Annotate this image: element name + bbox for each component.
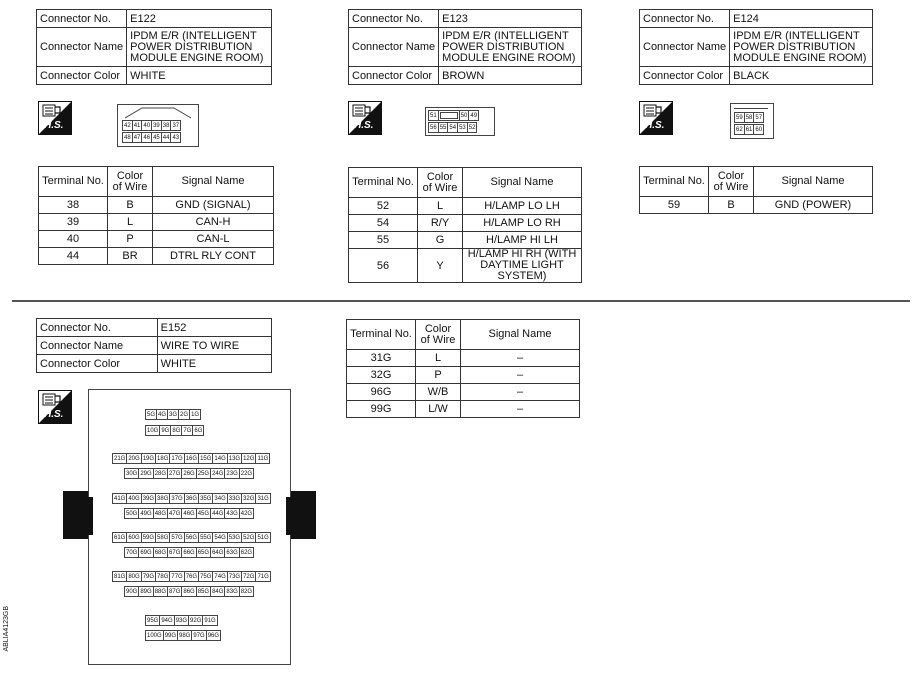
wire-color-cell: P bbox=[416, 367, 461, 384]
pin: 51G bbox=[255, 532, 270, 543]
label-connector-name: Connector Name bbox=[37, 337, 158, 355]
pin: 60G bbox=[126, 532, 141, 543]
connector-name-value: WIRE TO WIRE bbox=[157, 337, 271, 355]
signal-name-cell: – bbox=[461, 384, 580, 401]
pin: 39G bbox=[141, 493, 156, 504]
pin: 20G bbox=[126, 453, 141, 464]
header-color-of-wire: Color of Wire bbox=[108, 167, 153, 197]
table-row bbox=[39, 248, 274, 265]
terminal-no-cell: 55 bbox=[349, 232, 418, 249]
pin: 10G bbox=[145, 425, 160, 436]
pin-row-bottom bbox=[429, 122, 477, 133]
terminal-no-cell: 96G bbox=[347, 384, 416, 401]
pin: 43G bbox=[224, 508, 239, 519]
hs-icon bbox=[38, 101, 72, 140]
pin: 97G bbox=[191, 630, 206, 641]
table-row bbox=[349, 249, 582, 283]
pin: 13G bbox=[227, 453, 242, 464]
label-connector-no: Connector No. bbox=[37, 319, 158, 337]
pin: 47G bbox=[167, 508, 182, 519]
pin-row bbox=[113, 571, 271, 582]
connector-name-value: IPDM E/R (INTELLIGENT POWER DISTRIBUTION MODULE ENGINE ROOM) bbox=[439, 28, 582, 67]
pin: 52 bbox=[467, 122, 478, 133]
pin-row-top bbox=[735, 112, 764, 123]
pin: 33G bbox=[227, 493, 242, 504]
terminal-no-cell: 59 bbox=[640, 197, 709, 214]
terminal-no-cell: 40 bbox=[39, 231, 108, 248]
signal-name-cell: H/LAMP HI LH bbox=[463, 232, 582, 249]
connector-face-e152 bbox=[63, 389, 316, 665]
section-divider bbox=[12, 300, 910, 302]
pin: 45 bbox=[151, 132, 162, 143]
pin: 58 bbox=[744, 112, 755, 123]
pin: 57 bbox=[753, 112, 764, 123]
pin: 91G bbox=[202, 615, 217, 626]
terminal-table-e123 bbox=[348, 167, 582, 283]
wire-color-cell: L bbox=[418, 198, 463, 215]
pin: 77G bbox=[169, 571, 184, 582]
pin-key bbox=[438, 110, 460, 121]
pin: 43 bbox=[170, 132, 181, 143]
pin: 52G bbox=[241, 532, 256, 543]
pin: 54 bbox=[447, 122, 458, 133]
pin-row bbox=[125, 508, 254, 519]
table-row bbox=[349, 215, 582, 232]
terminal-table-e124 bbox=[639, 166, 873, 214]
signal-name-cell: – bbox=[461, 367, 580, 384]
pin: 18G bbox=[155, 453, 170, 464]
pin: 59G bbox=[141, 532, 156, 543]
connector-info-e122 bbox=[36, 9, 272, 85]
signal-name-cell: H/LAMP LO LH bbox=[463, 198, 582, 215]
pin: 4G bbox=[156, 409, 168, 420]
pin: 66G bbox=[181, 547, 196, 558]
pin: 72G bbox=[241, 571, 256, 582]
signal-name-cell: H/LAMP LO RH bbox=[463, 215, 582, 232]
pin: 40 bbox=[141, 120, 152, 131]
connector-face-e122 bbox=[117, 104, 199, 147]
pin: 14G bbox=[212, 453, 227, 464]
pin: 36G bbox=[184, 493, 199, 504]
header-signal-name: Signal Name bbox=[463, 168, 582, 198]
connector-color-value: WHITE bbox=[157, 355, 271, 373]
pin: 32G bbox=[241, 493, 256, 504]
pin: 53 bbox=[457, 122, 468, 133]
table-row bbox=[39, 197, 274, 214]
label-connector-name: Connector Name bbox=[640, 28, 730, 67]
pin: 2G bbox=[178, 409, 190, 420]
pin: 71G bbox=[255, 571, 270, 582]
pin: 30G bbox=[124, 468, 139, 479]
pin: 38 bbox=[161, 120, 172, 131]
pin: 23G bbox=[224, 468, 239, 479]
pin: 27G bbox=[167, 468, 182, 479]
connector-face-e123 bbox=[425, 107, 495, 136]
pin: 90G bbox=[124, 586, 139, 597]
pin: 12G bbox=[241, 453, 256, 464]
terminal-table-e122 bbox=[38, 166, 274, 265]
connector-name-value: IPDM E/R (INTELLIGENT POWER DISTRIBUTION MODULE ENGINE ROOM) bbox=[730, 28, 873, 67]
pin: 93G bbox=[174, 615, 189, 626]
pin: 41 bbox=[132, 120, 143, 131]
label-connector-color: Connector Color bbox=[37, 67, 127, 85]
pin-row-top bbox=[123, 120, 181, 131]
hs-icon bbox=[348, 101, 382, 140]
pin: 74G bbox=[212, 571, 227, 582]
connector-face-e124 bbox=[730, 103, 774, 139]
pin: 38G bbox=[155, 493, 170, 504]
pin: 79G bbox=[141, 571, 156, 582]
pin: 41G bbox=[112, 493, 127, 504]
pin: 39 bbox=[151, 120, 162, 131]
pin: 21G bbox=[112, 453, 127, 464]
table-row bbox=[347, 401, 580, 418]
pin: 22G bbox=[239, 468, 254, 479]
table-row bbox=[347, 384, 580, 401]
pin: 69G bbox=[138, 547, 153, 558]
pin: 34G bbox=[212, 493, 227, 504]
connector-no-value: E152 bbox=[157, 319, 271, 337]
label-connector-no: Connector No. bbox=[37, 10, 127, 28]
pin: 86G bbox=[181, 586, 196, 597]
pin: 35G bbox=[198, 493, 213, 504]
table-row bbox=[349, 232, 582, 249]
hs-label: H.S. bbox=[645, 120, 665, 131]
pin: 3G bbox=[167, 409, 179, 420]
connector-name-value: IPDM E/R (INTELLIGENT POWER DISTRIBUTION MODULE ENGINE ROOM) bbox=[127, 28, 272, 67]
pin: 88G bbox=[153, 586, 168, 597]
pin: 44G bbox=[210, 508, 225, 519]
pin: 45G bbox=[196, 508, 211, 519]
pin: 50 bbox=[459, 110, 470, 121]
pin: 61 bbox=[744, 124, 755, 135]
pin: 28G bbox=[153, 468, 168, 479]
label-connector-name: Connector Name bbox=[37, 28, 127, 67]
label-connector-color: Connector Color bbox=[640, 67, 730, 85]
pin: 59 bbox=[734, 112, 745, 123]
header-terminal-no: Terminal No. bbox=[39, 167, 108, 197]
wire-color-cell: P bbox=[108, 231, 153, 248]
pin-row bbox=[146, 615, 218, 626]
table-row bbox=[349, 198, 582, 215]
pin: 50G bbox=[124, 508, 139, 519]
hs-icon bbox=[639, 101, 673, 140]
pin-row-bottom bbox=[735, 124, 764, 135]
pin: 98G bbox=[177, 630, 192, 641]
terminal-no-cell: 99G bbox=[347, 401, 416, 418]
connector-no-value: E123 bbox=[439, 10, 582, 28]
connector-color-value: BLACK bbox=[730, 67, 873, 85]
pin-row bbox=[125, 468, 254, 479]
pin: 15G bbox=[198, 453, 213, 464]
header-terminal-no: Terminal No. bbox=[347, 320, 416, 350]
pin: 42G bbox=[239, 508, 254, 519]
pin-row bbox=[146, 409, 201, 420]
pin-row bbox=[113, 532, 271, 543]
pin: 63G bbox=[224, 547, 239, 558]
pin: 99G bbox=[163, 630, 178, 641]
table-row bbox=[640, 197, 873, 214]
pin: 49 bbox=[468, 110, 479, 121]
signal-name-cell: – bbox=[461, 350, 580, 367]
pin: 67G bbox=[167, 547, 182, 558]
wire-color-cell: L/W bbox=[416, 401, 461, 418]
header-signal-name: Signal Name bbox=[461, 320, 580, 350]
header-signal-name: Signal Name bbox=[754, 167, 873, 197]
pin: 16G bbox=[184, 453, 199, 464]
pin: 92G bbox=[188, 615, 203, 626]
pin: 100G bbox=[145, 630, 164, 641]
pin: 89G bbox=[138, 586, 153, 597]
header-color-of-wire: Color of Wire bbox=[709, 167, 754, 197]
connector-no-value: E124 bbox=[730, 10, 873, 28]
pin: 42 bbox=[122, 120, 133, 131]
signal-name-cell: DTRL RLY CONT bbox=[153, 248, 274, 265]
pin: 85G bbox=[196, 586, 211, 597]
table-row bbox=[347, 367, 580, 384]
terminal-table-e152 bbox=[346, 319, 580, 418]
pin: 25G bbox=[196, 468, 211, 479]
pin: 68G bbox=[153, 547, 168, 558]
pin: 73G bbox=[227, 571, 242, 582]
pin: 80G bbox=[126, 571, 141, 582]
connector-info-e124 bbox=[639, 9, 873, 85]
figure-code: ABLIA4123GB bbox=[3, 606, 10, 652]
pin: 95G bbox=[145, 615, 160, 626]
connector-no-value: E122 bbox=[127, 10, 272, 28]
pin-row-top bbox=[429, 110, 479, 121]
signal-name-cell: – bbox=[461, 401, 580, 418]
connector-info-e123 bbox=[348, 9, 582, 85]
pin: 8G bbox=[170, 425, 182, 436]
wire-color-cell: L bbox=[108, 214, 153, 231]
wire-color-cell: B bbox=[709, 197, 754, 214]
pin: 11G bbox=[255, 453, 270, 464]
pin: 56G bbox=[184, 532, 199, 543]
pin: 55 bbox=[438, 122, 449, 133]
pin-row-bottom bbox=[123, 132, 181, 143]
hs-label: H.S. bbox=[44, 409, 64, 420]
pin: 61G bbox=[112, 532, 127, 543]
wire-color-cell: G bbox=[418, 232, 463, 249]
pin: 44 bbox=[161, 132, 172, 143]
terminal-no-cell: 54 bbox=[349, 215, 418, 232]
pin: 84G bbox=[210, 586, 225, 597]
pin: 26G bbox=[181, 468, 196, 479]
pin: 5G bbox=[145, 409, 157, 420]
pin: 19G bbox=[141, 453, 156, 464]
table-row bbox=[39, 231, 274, 248]
label-connector-name: Connector Name bbox=[349, 28, 439, 67]
hs-label: H.S. bbox=[44, 120, 64, 131]
pin: 83G bbox=[224, 586, 239, 597]
pin: 60 bbox=[753, 124, 764, 135]
pin: 31G bbox=[255, 493, 270, 504]
terminal-no-cell: 38 bbox=[39, 197, 108, 214]
pin: 37G bbox=[169, 493, 184, 504]
signal-name-cell: GND (POWER) bbox=[754, 197, 873, 214]
pin: 96G bbox=[206, 630, 221, 641]
signal-name-cell: CAN-L bbox=[153, 231, 274, 248]
pin: 48G bbox=[153, 508, 168, 519]
terminal-no-cell: 56 bbox=[349, 249, 418, 283]
terminal-no-cell: 52 bbox=[349, 198, 418, 215]
pin: 76G bbox=[184, 571, 199, 582]
pin: 24G bbox=[210, 468, 225, 479]
wire-color-cell: L bbox=[416, 350, 461, 367]
pin: 6G bbox=[192, 425, 204, 436]
table-row bbox=[39, 214, 274, 231]
terminal-no-cell: 39 bbox=[39, 214, 108, 231]
pin-row bbox=[113, 493, 271, 504]
wire-color-cell: W/B bbox=[416, 384, 461, 401]
signal-name-cell: H/LAMP HI RH (WITH DAYTIME LIGHT SYSTEM) bbox=[463, 249, 582, 283]
terminal-no-cell: 44 bbox=[39, 248, 108, 265]
wire-color-cell: B bbox=[108, 197, 153, 214]
wire-color-cell: Y bbox=[418, 249, 463, 283]
pin: 17G bbox=[169, 453, 184, 464]
label-connector-color: Connector Color bbox=[37, 355, 158, 373]
pin: 75G bbox=[198, 571, 213, 582]
pin: 78G bbox=[155, 571, 170, 582]
pin: 54G bbox=[212, 532, 227, 543]
pin-row bbox=[113, 453, 270, 464]
label-connector-no: Connector No. bbox=[640, 10, 730, 28]
header-terminal-no: Terminal No. bbox=[640, 167, 709, 197]
pin: 81G bbox=[112, 571, 127, 582]
pin-row bbox=[146, 630, 221, 641]
wire-color-cell: BR bbox=[108, 248, 153, 265]
header-terminal-no: Terminal No. bbox=[349, 168, 418, 198]
header-color-of-wire: Color of Wire bbox=[418, 168, 463, 198]
pin: 47 bbox=[132, 132, 143, 143]
signal-name-cell: CAN-H bbox=[153, 214, 274, 231]
pin: 62 bbox=[734, 124, 745, 135]
pin: 29G bbox=[138, 468, 153, 479]
pin: 57G bbox=[169, 532, 184, 543]
terminal-no-cell: 31G bbox=[347, 350, 416, 367]
label-connector-color: Connector Color bbox=[349, 67, 439, 85]
pin: 94G bbox=[159, 615, 174, 626]
pin: 51 bbox=[428, 110, 439, 121]
pin: 53G bbox=[227, 532, 242, 543]
hs-label: H.S. bbox=[354, 120, 374, 131]
pin: 62G bbox=[239, 547, 254, 558]
pin: 46 bbox=[141, 132, 152, 143]
pin: 70G bbox=[124, 547, 139, 558]
pin-row bbox=[125, 586, 254, 597]
pin: 48 bbox=[122, 132, 133, 143]
header-signal-name: Signal Name bbox=[153, 167, 274, 197]
connector-color-value: BROWN bbox=[439, 67, 582, 85]
pin: 65G bbox=[196, 547, 211, 558]
pin: 40G bbox=[126, 493, 141, 504]
pin: 64G bbox=[210, 547, 225, 558]
pin: 56 bbox=[428, 122, 439, 133]
pin: 58G bbox=[155, 532, 170, 543]
signal-name-cell: GND (SIGNAL) bbox=[153, 197, 274, 214]
pin: 9G bbox=[159, 425, 171, 436]
pin-row bbox=[146, 425, 204, 436]
pin: 37 bbox=[170, 120, 181, 131]
header-color-of-wire: Color of Wire bbox=[416, 320, 461, 350]
connector-info-e152 bbox=[36, 318, 272, 373]
label-connector-no: Connector No. bbox=[349, 10, 439, 28]
pin: 1G bbox=[189, 409, 201, 420]
pin: 49G bbox=[138, 508, 153, 519]
pin-row bbox=[125, 547, 254, 558]
pin: 55G bbox=[198, 532, 213, 543]
pin: 7G bbox=[181, 425, 193, 436]
connector-color-value: WHITE bbox=[127, 67, 272, 85]
wire-color-cell: R/Y bbox=[418, 215, 463, 232]
pin: 82G bbox=[239, 586, 254, 597]
pin: 87G bbox=[167, 586, 182, 597]
terminal-no-cell: 32G bbox=[347, 367, 416, 384]
pin: 46G bbox=[181, 508, 196, 519]
table-row bbox=[347, 350, 580, 367]
